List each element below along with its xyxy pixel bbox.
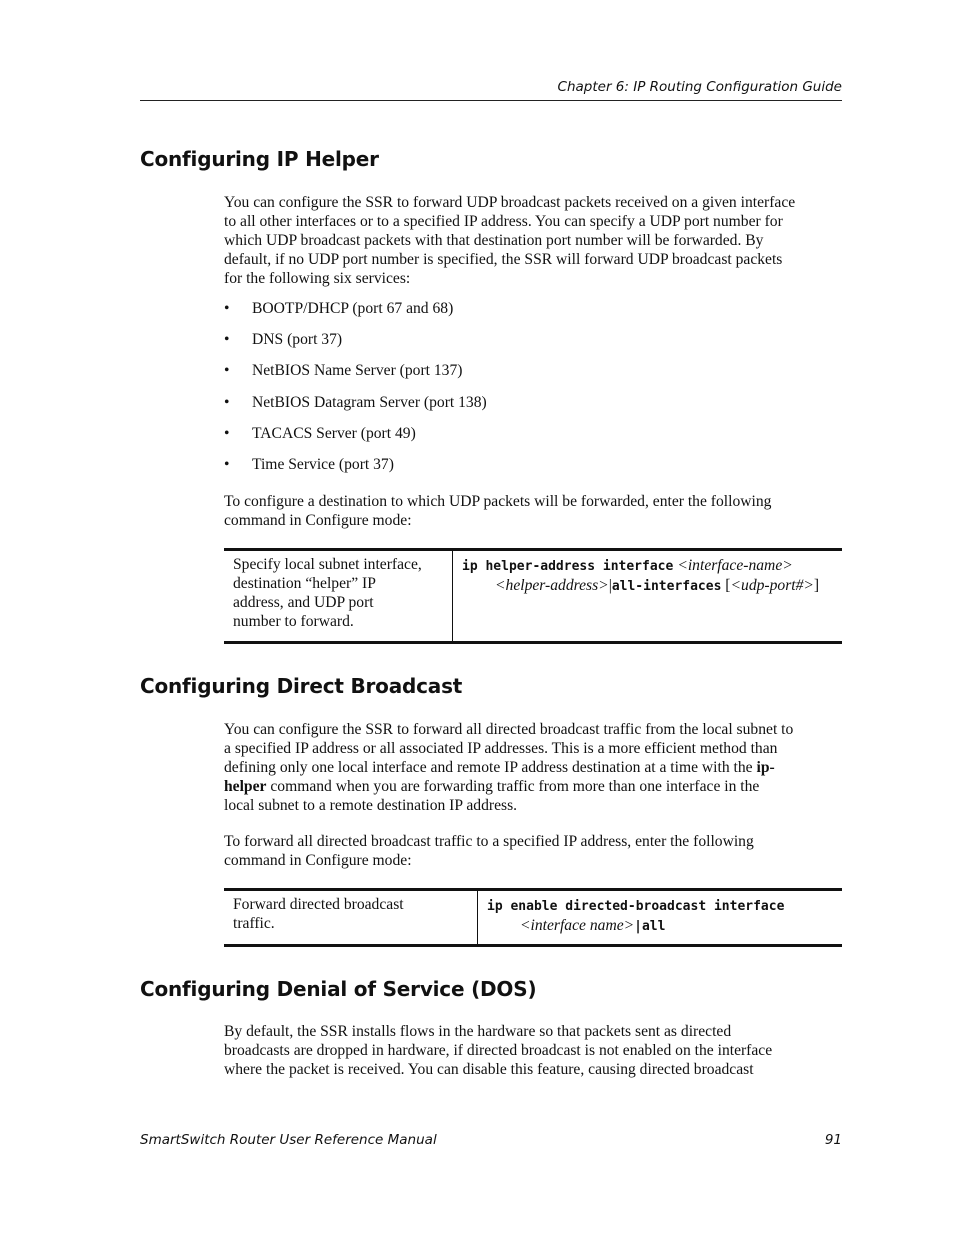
command-keyword: ip helper-address interface [462,559,674,574]
text-line: number to forward. [233,613,354,630]
running-footer: SmartSwitch Router User Reference Manual [140,1132,437,1148]
command-syntax [478,891,842,944]
service-label: DNS (port 37) [252,331,343,349]
command-keyword: |all [634,919,666,934]
bullet-icon: • [224,362,230,380]
command-bracket: ] [813,577,820,594]
text-line: traffic. [233,915,275,932]
command-continuation [462,576,834,596]
text-line: To configure a destination to which UDP packets will be forwarded, enter the following [224,493,772,510]
text-line: Specify local subnet interface, [233,556,422,573]
text-line: To forward all directed broadcast traffic to a specified IP address, enter the following [224,833,754,850]
text-line [224,758,842,777]
command-continuation [487,916,834,936]
text-line: where the packet is received. You can disable this feature, causing directed broadcast [224,1061,754,1078]
text-line: address, and UDP port [233,594,374,611]
text-line: command in Configure mode: [224,512,412,529]
service-label: TACACS Server (port 49) [252,424,416,442]
ip-helper-intro [224,193,842,288]
bullet-icon: • [224,455,230,473]
service-label: NetBIOS Datagram Server (port 138) [252,393,487,411]
text-run: defining only one local interface and remote IP address destination at a time with the [224,759,757,776]
command-argument: <interface name> [520,917,635,934]
text-line: destination “helper” IP [233,575,376,592]
command-description [224,891,478,944]
services-list [224,299,842,486]
text-run: command when you are forwarding traffic from more than one interface in the [266,778,760,795]
ip-helper-lead [224,492,842,530]
command-keyword: all-interfaces [611,579,722,594]
command-keyword: ip enable directed-broadcast interface [487,899,785,914]
bullet-icon: • [224,300,230,317]
bullet-icon: • [224,331,230,349]
list-item [224,330,842,361]
section-heading-direct-broadcast: Configuring Direct Broadcast [140,674,463,698]
text-line: which UDP broadcast packets with that destination port number will be forwarded. By [224,232,764,249]
list-item [224,455,842,486]
ip-helper-command-table [224,548,842,644]
command-argument: <udp-port#> [730,577,814,594]
command-syntax [453,551,842,641]
text-line: default, if no UDP port number is specified, the SSR will forward UDP broadcast packets [224,251,783,268]
text-line: a specified IP address or all associated IP addresses. This is a more efficient method than [224,740,778,757]
command-separator: | [608,577,612,594]
service-label: Time Service (port 37) [252,455,394,473]
command-description [224,551,453,641]
section-heading-ip-helper: Configuring IP Helper [140,147,379,171]
command-argument: <helper-address> [495,577,609,594]
command-argument: <interface-name> [677,557,793,574]
list-item [224,424,842,455]
direct-broadcast-intro [224,720,842,815]
text-line: for the following six services: [224,270,411,287]
bullet-icon: • [224,424,230,442]
page-number: 91 [824,1132,842,1148]
text-line: command in Configure mode: [224,852,412,869]
text-line: You can configure the SSR to forward UDP broadcast packets received on a given interface [224,194,796,211]
text-line: local subnet to a remote destination IP address. [224,797,518,814]
direct-broadcast-command-table [224,888,842,947]
text-line: Forward directed broadcast [233,896,404,913]
command-name: helper [224,778,267,795]
list-item [224,361,842,392]
text-line: broadcasts are dropped in hardware, if directed broadcast is not enabled on the interface [224,1042,773,1059]
text-line: You can configure the SSR to forward all directed broadcast traffic from the local subnet to [224,721,794,738]
service-label: BOOTP/DHCP (port 67 and 68) [252,300,454,317]
service-label: NetBIOS Name Server (port 137) [252,362,463,380]
section-heading-dos: Configuring Denial of Service (DOS) [140,977,537,1001]
dos-intro [224,1022,842,1079]
list-item [224,299,842,330]
text-line: By default, the SSR installs flows in the hardware so that packets sent as directed [224,1023,732,1040]
bullet-icon: • [224,393,230,411]
text-line [224,777,842,796]
command-name: ip- [756,759,775,776]
direct-broadcast-lead [224,832,842,870]
running-header: Chapter 6: IP Routing Configuration Guide [557,79,842,95]
list-item [224,393,842,424]
command-bracket: [ [721,577,731,594]
header-rule [140,100,842,101]
text-line: to all other interfaces or to a specified IP address. You can specify a UDP port number for [224,213,783,230]
